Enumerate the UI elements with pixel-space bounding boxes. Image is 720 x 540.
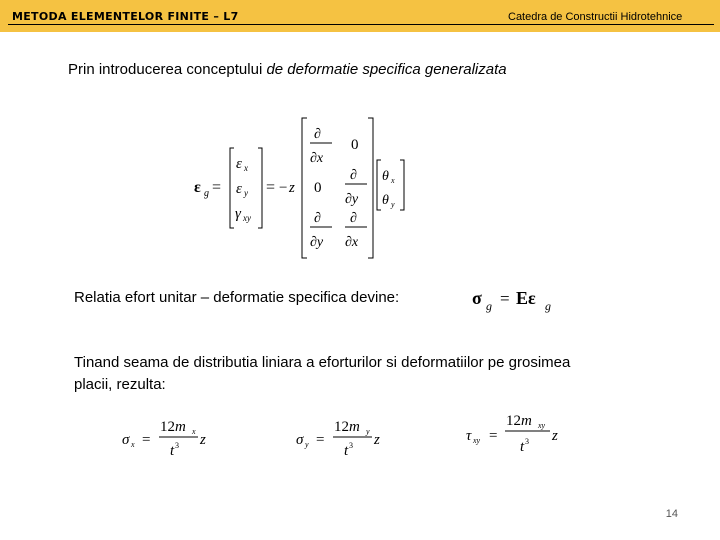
svg-text:g: g — [204, 188, 209, 199]
svg-text:z: z — [200, 432, 206, 448]
svg-text:y: y — [391, 200, 395, 209]
svg-text:3: 3 — [525, 437, 529, 446]
eps-g-symbol: ε — [194, 179, 201, 196]
theta-bracket-right — [400, 160, 404, 210]
svg-text:0: 0 — [351, 137, 359, 153]
svg-text:x: x — [192, 427, 196, 436]
vector-bracket-right — [258, 148, 262, 228]
matrix-bracket-left — [302, 118, 307, 258]
svg-text:=: = — [316, 432, 325, 448]
svg-text:0: 0 — [314, 180, 322, 196]
svg-text:t: t — [520, 439, 525, 455]
svg-text:x: x — [391, 176, 395, 185]
svg-text:xy: xy — [473, 436, 481, 445]
intro-paragraph — [68, 61, 507, 78]
svg-text:γ: γ — [235, 206, 241, 222]
svg-text:∂x: ∂x — [310, 151, 324, 166]
svg-text:σ: σ — [472, 288, 482, 308]
svg-text:g: g — [545, 299, 551, 313]
vector-bracket-left — [230, 148, 234, 228]
distribution-line-1: Tinand seama de distributia liniara a eforturilor si deformatiilor pe grosimea — [74, 354, 571, 371]
stress-strain-equation — [470, 284, 570, 318]
svg-text:−: − — [279, 180, 288, 196]
svg-text:y: y — [244, 188, 248, 198]
svg-text:z: z — [374, 432, 380, 448]
svg-text:∂: ∂ — [350, 168, 357, 183]
svg-text:g: g — [486, 299, 492, 313]
svg-text:∂: ∂ — [314, 211, 321, 226]
svg-text:x: x — [244, 163, 248, 173]
svg-text:12m: 12m — [506, 413, 532, 429]
svg-text:y: y — [305, 440, 309, 449]
sigma-x-equation — [118, 413, 228, 463]
svg-text:=: = — [212, 179, 222, 196]
svg-text:t: t — [344, 443, 349, 459]
svg-text:∂y: ∂y — [345, 192, 359, 207]
svg-text:=: = — [500, 289, 510, 308]
svg-text:xy: xy — [243, 213, 251, 223]
svg-text:∂y: ∂y — [310, 235, 324, 250]
svg-text:σ: σ — [122, 432, 130, 448]
relation-text: Relatia efort unitar – deformatie specifica devine: — [74, 289, 400, 306]
intro-text: Prin introducerea conceptului — [68, 61, 267, 78]
course-title: METODA ELEMENTELOR FINITE – L7 — [12, 10, 239, 23]
svg-text:=: = — [142, 432, 151, 448]
svg-text:∂x: ∂x — [345, 235, 359, 250]
svg-text:3: 3 — [349, 441, 353, 450]
svg-text:t: t — [170, 443, 175, 459]
svg-text:∂: ∂ — [314, 127, 321, 142]
intro-emphasis: de deformatie specifica generalizata — [266, 61, 507, 78]
header-rule — [8, 24, 714, 25]
svg-text:θ: θ — [382, 169, 389, 184]
svg-text:Eε: Eε — [516, 288, 536, 308]
slide-header — [0, 0, 720, 32]
svg-text:y: y — [366, 427, 370, 436]
svg-text:σ: σ — [296, 432, 304, 448]
sigma-y-equation — [292, 413, 402, 463]
svg-text:∂: ∂ — [350, 211, 357, 226]
tau-xy-equation — [462, 409, 582, 461]
svg-text:τ: τ — [466, 428, 472, 444]
svg-text:=: = — [489, 428, 498, 444]
svg-text:z: z — [289, 180, 295, 196]
svg-text:ε: ε — [236, 181, 242, 197]
svg-text:=: = — [266, 179, 276, 196]
page-number: 14 — [665, 508, 678, 520]
matrix-bracket-right — [368, 118, 373, 258]
strain-equation — [190, 112, 410, 264]
svg-text:12m: 12m — [334, 419, 360, 435]
svg-text:ε: ε — [236, 156, 242, 172]
svg-text:θ: θ — [382, 193, 389, 208]
theta-bracket-left — [377, 160, 381, 210]
svg-text:x: x — [131, 440, 135, 449]
svg-text:z: z — [552, 428, 558, 444]
department-name: Catedra de Constructii Hidrotehnice — [508, 11, 683, 23]
distribution-line-2: placii, rezulta: — [74, 376, 166, 393]
svg-text:12m: 12m — [160, 419, 186, 435]
svg-text:xy: xy — [538, 421, 546, 430]
svg-text:3: 3 — [175, 441, 179, 450]
